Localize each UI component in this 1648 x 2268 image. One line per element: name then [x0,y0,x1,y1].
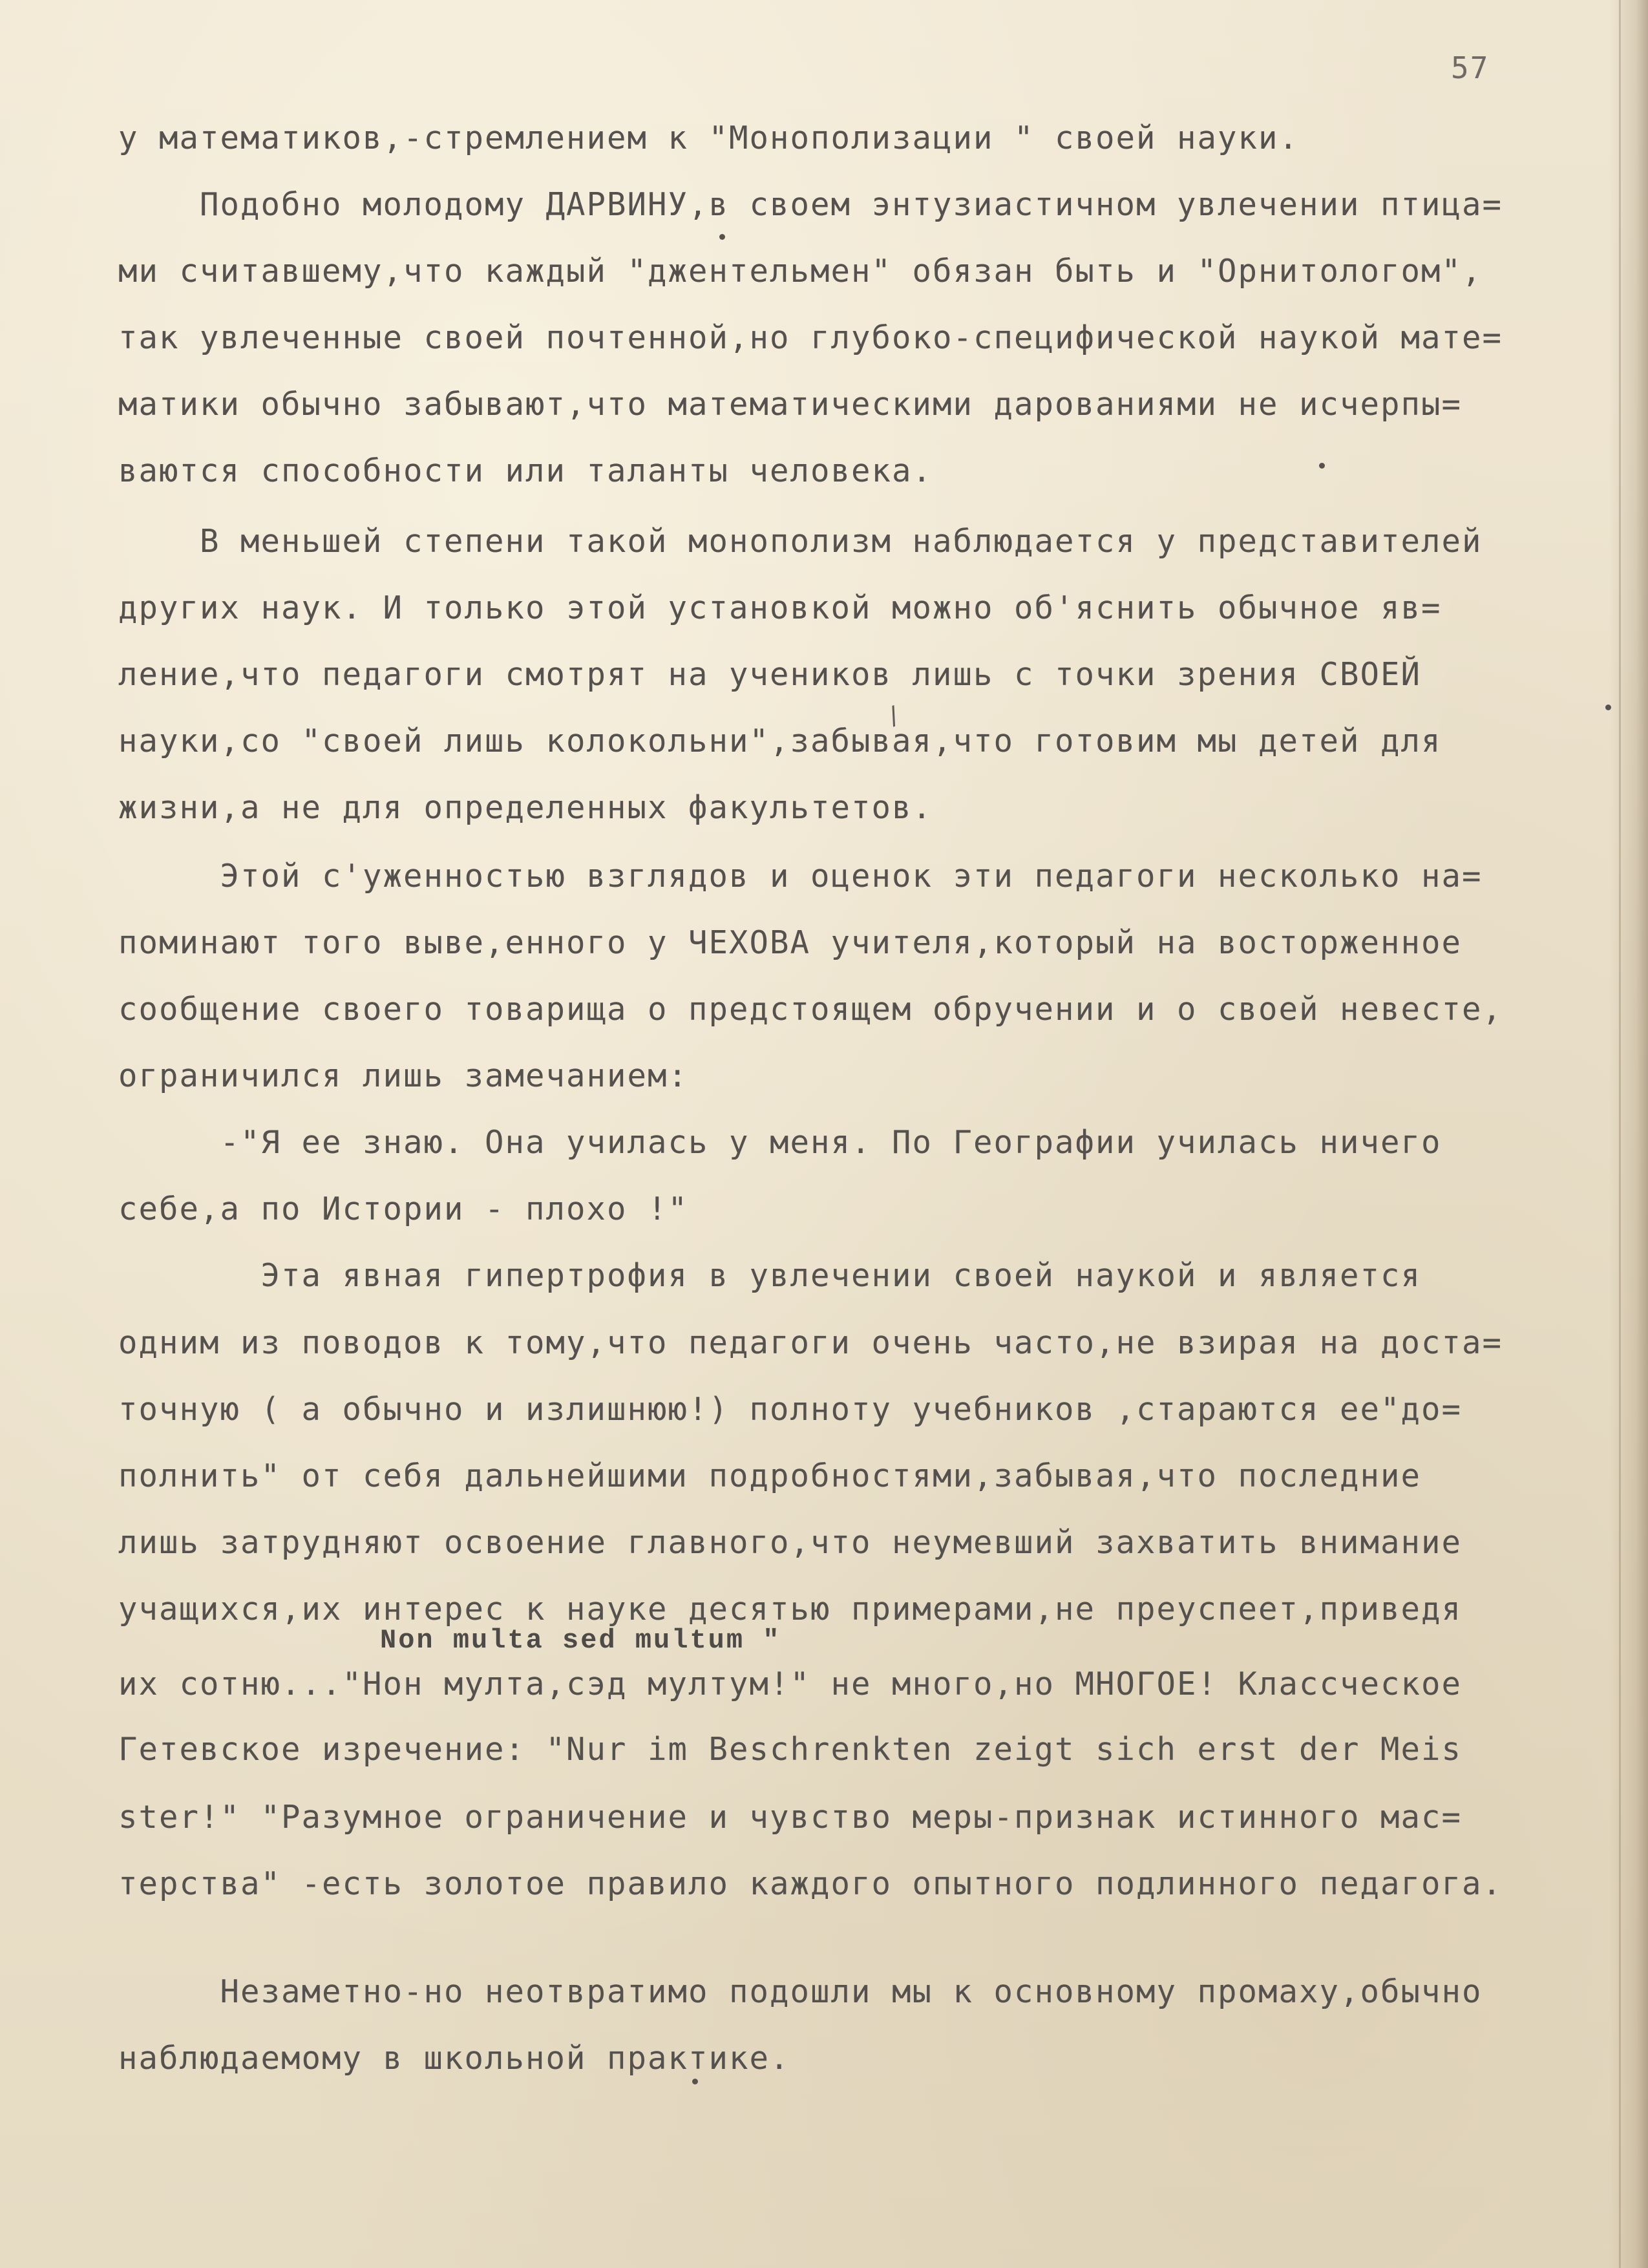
text-line-24: их сотню..."Нон мулта,сэд мултум!" не много,но МНОГОЕ! Классческое [118,1666,1463,1702]
text-line-12: Этой с'уженностью взглядов и оценок эти педагоги несколько на= [118,858,1483,895]
text-line-18: Эта явная гипертрофия в увлечении своей наукой и является [118,1257,1422,1294]
text-line-29: наблюдаемому в школьной практике. [118,2040,790,2077]
text-line-11: жизни,а не для определенных факультетов. [118,789,933,826]
ink-dot [1605,705,1611,710]
text-line-27: терства" -есть золотое правило каждого опытного подлинного педагога. [118,1865,1503,1902]
text-line-19: одним из поводов к тому,что педагоги очень часто,не взирая на доста= [118,1324,1503,1361]
text-line-26: ster!" "Разумное ограничение и чувство меры-признак истинного мас= [118,1799,1463,1836]
page-number: 57 [1451,50,1490,85]
ink-dot [692,2079,698,2084]
text-line-9: ление,что педагоги смотрят на учеников лишь с точки зрения СВОЕЙ [118,656,1422,693]
text-line-6: ваются способности или таланты человека. [118,452,933,489]
text-line-23: учащихся,их интерес к науке десятью примерами,не преуспеет,приведя [118,1591,1463,1627]
text-line-10: науки,со "своей лишь колокольни",забывая,что готовим мы детей для [118,723,1442,759]
text-line-2: Подобно молодому ДАРВИНУ,в своем энтузиастичном увлечении птица= [118,186,1503,223]
text-line-15: ограничился лишь замечанием: [118,1057,689,1094]
text-line-3: ми считавшему,что каждый "джентельмен" обязан быть и "Орнитологом", [118,253,1483,290]
text-line-7: В меньшей степени такой монополизм наблюдается у представителей [118,523,1483,560]
pen-mark: / [884,701,902,730]
ink-dot [719,234,725,240]
text-line-28: Незаметно-но неотвратимо подошли мы к основному промаху,обычно [118,1973,1483,2010]
text-line-1: у математиков,-стремлением к "Монополизации " своей науки. [118,120,1300,156]
text-line-20: точную ( а обычно и излишнюю!) полноту учебников ,стараются ее"до= [118,1391,1463,1428]
text-line-17: себе,а по Истории - плохо !" [118,1191,689,1227]
text-line-8: других наук. И только этой установкой можно об'яснить обычное яв= [118,589,1442,626]
overstrike-latin-phrase: Non multa sed multum " [380,1625,781,1656]
text-line-5: матики обычно забывают,что математическими дарованиями не исчерпы= [118,386,1463,423]
text-line-22: лишь затрудняют освоение главного,что неумевший захватить внимание [118,1524,1463,1561]
text-line-25: Гетевское изречение: "Nur im Beschrenkten zeigt sich erst der Meis [118,1731,1463,1768]
text-line-4: так увлеченные своей почтенной,но глубоко-специфической наукой мате= [118,319,1503,356]
ink-dot [1319,463,1325,469]
text-line-14: сообщение своего товарища о предстоящем обручении и о своей невесте, [118,991,1503,1028]
text-line-16: -"Я ее знаю. Она училась у меня. По Географии училась ничего [118,1124,1442,1161]
text-line-13: поминают того выве,енного у ЧЕХОВА учителя,который на восторженное [118,924,1463,961]
text-line-21: полнить" от себя дальнейшими подробностями,забывая,что последние [118,1457,1422,1494]
